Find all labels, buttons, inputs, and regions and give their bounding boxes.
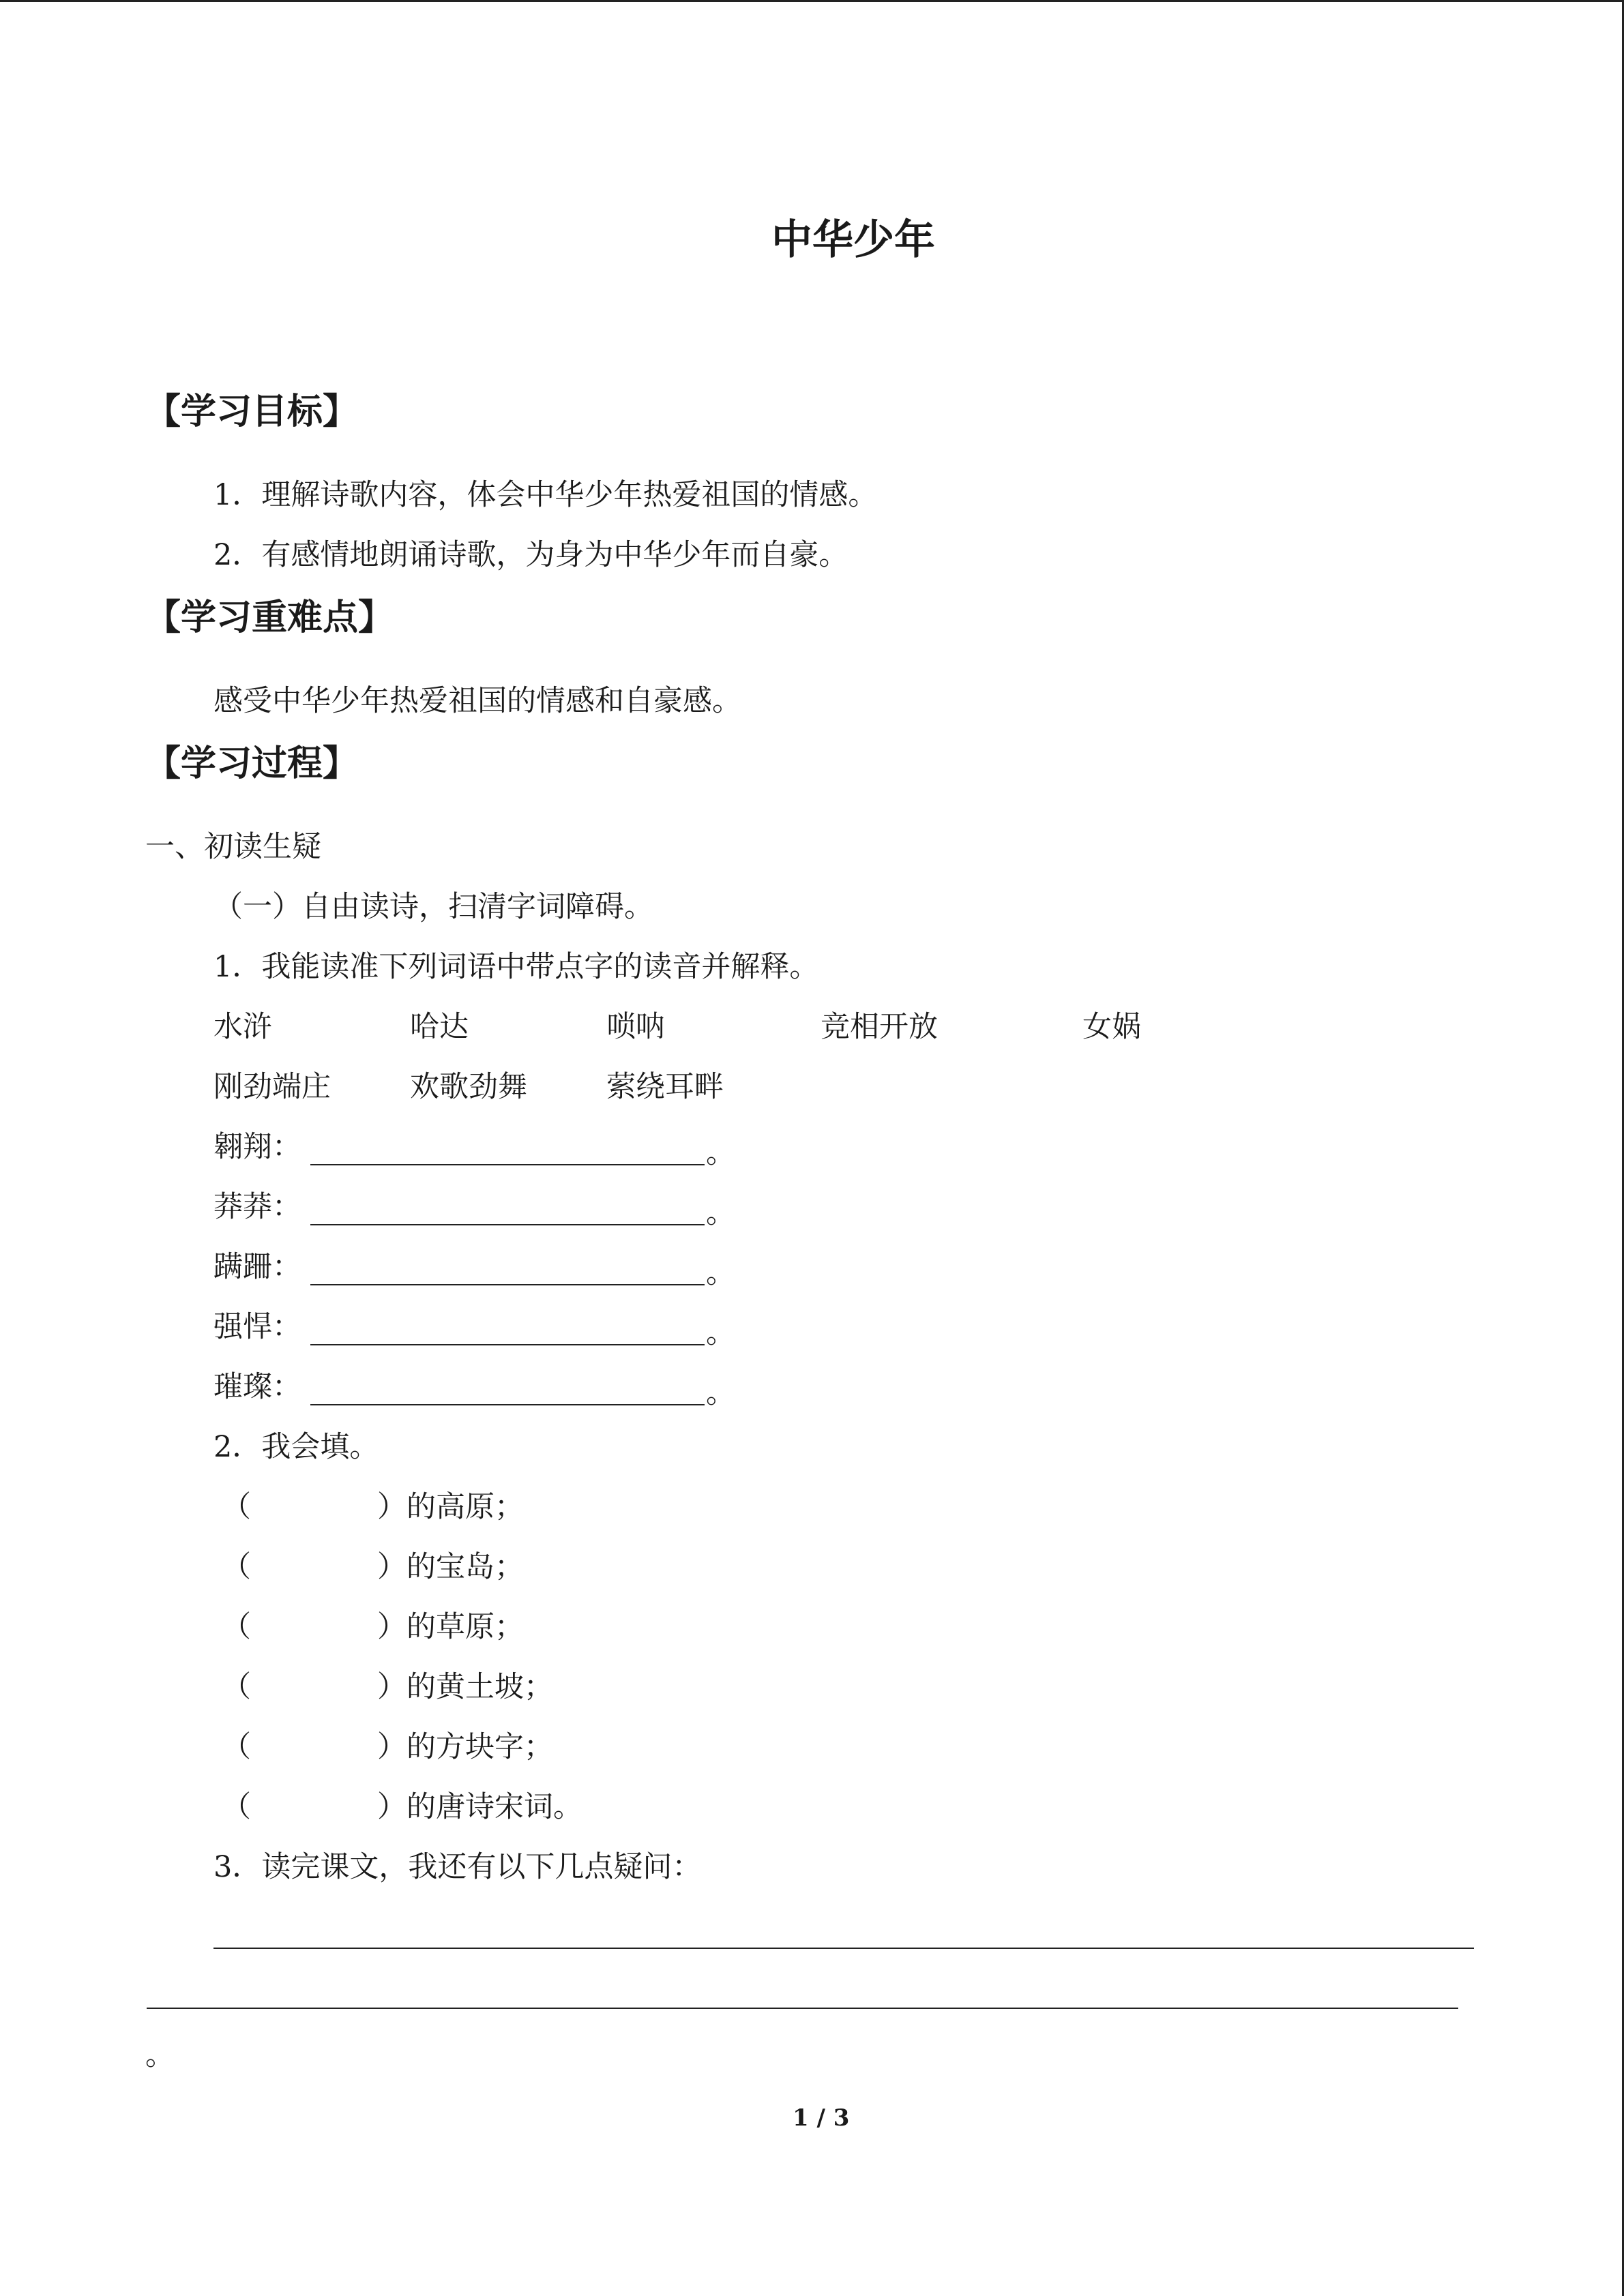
goal-item-1: 1．理解诗歌内容，体会中华少年热爱祖国的情感。 xyxy=(213,478,878,512)
fill-open-paren: （ xyxy=(222,1490,251,1524)
word-item: 欢歌劲舞 xyxy=(410,1070,527,1104)
keypoints-text: 感受中华少年热爱祖国的情感和自豪感。 xyxy=(213,684,741,718)
part1-title: 一、初读生疑 xyxy=(145,830,321,864)
goal-item-2: 2．有感情地朗诵诗歌，为身为中华少年而自豪。 xyxy=(213,538,848,572)
fill-text: ）的草原； xyxy=(377,1610,524,1644)
explain-end: 。 xyxy=(706,1136,735,1170)
explain-word: 翱翔： xyxy=(213,1130,301,1164)
answer-blank[interactable] xyxy=(310,1404,705,1405)
explain-end: 。 xyxy=(706,1316,735,1350)
explain-end: 。 xyxy=(706,1196,735,1230)
fill-text: ）的唐诗宋词。 xyxy=(377,1790,582,1824)
word-item: 刚劲端庄 xyxy=(213,1070,331,1104)
fill-open-paren: （ xyxy=(222,1790,251,1824)
process-heading: 【学习过程】 xyxy=(145,743,359,784)
fill-open-paren: （ xyxy=(222,1730,251,1764)
sub1-title: （一）自由读诗，扫清字词障碍。 xyxy=(213,890,653,924)
fill-text: ）的高原； xyxy=(377,1490,524,1524)
keypoints-heading: 【学习重难点】 xyxy=(145,597,394,638)
fill-open-paren: （ xyxy=(222,1550,251,1584)
explain-end: 。 xyxy=(706,1256,735,1290)
word-item: 萦绕耳畔 xyxy=(606,1070,724,1104)
answer-line[interactable] xyxy=(213,1948,1474,1949)
question-1: 1．我能读准下列词语中带点字的读音并解释。 xyxy=(213,950,819,984)
fill-text: ）的黄土坡； xyxy=(377,1670,553,1704)
fill-text: ）的方块字； xyxy=(377,1730,553,1764)
page-border-top xyxy=(0,0,1624,2)
answer-line[interactable] xyxy=(147,2008,1458,2009)
word-item: 哈达 xyxy=(410,1010,469,1044)
answer-blank[interactable] xyxy=(310,1284,705,1285)
page-number: 1 / 3 xyxy=(793,2104,850,2132)
explain-word: 莽莽： xyxy=(213,1190,301,1224)
answer-blank[interactable] xyxy=(310,1224,705,1225)
explain-word: 蹒跚： xyxy=(213,1250,301,1284)
question-3: 3．读完课文，我还有以下几点疑问： xyxy=(213,1850,702,1884)
explain-word: 璀璨： xyxy=(213,1370,301,1404)
word-item: 竞相开放 xyxy=(821,1010,938,1044)
question-2: 2．我会填。 xyxy=(213,1430,379,1464)
goals-heading: 【学习目标】 xyxy=(145,391,359,432)
word-item: 水浒 xyxy=(213,1010,272,1044)
word-item: 女娲 xyxy=(1082,1010,1141,1044)
fill-open-paren: （ xyxy=(222,1670,251,1704)
page-title: 中华少年 xyxy=(771,216,935,264)
answer-blank[interactable] xyxy=(310,1344,705,1345)
explain-end: 。 xyxy=(706,1376,735,1410)
answer-blank[interactable] xyxy=(310,1164,705,1165)
fill-open-paren: （ xyxy=(222,1610,251,1644)
word-item: 唢呐 xyxy=(606,1010,665,1044)
end-mark: 。 xyxy=(145,2038,175,2072)
fill-text: ）的宝岛； xyxy=(377,1550,524,1584)
explain-word: 强悍： xyxy=(213,1310,301,1344)
